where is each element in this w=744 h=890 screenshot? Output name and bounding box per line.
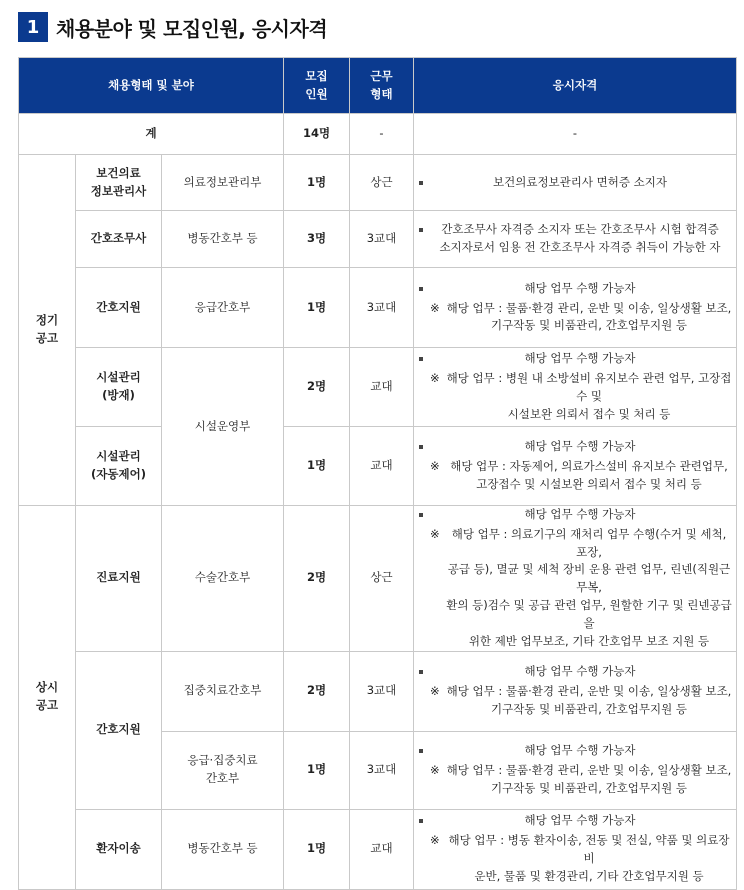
qualification: 간호조무사 자격증 소지자 또는 간호조무사 시험 합격증 소지자로서 임용 전 간호조무사 자격증 취득이 가능한 자	[414, 211, 737, 268]
position-name: 시설관리 (방재)	[76, 348, 162, 427]
shift: 3교대	[350, 268, 414, 348]
header-shift: 근무 형태	[350, 58, 414, 114]
table-header-row	[19, 58, 737, 114]
department: 응급·집중치료 간호부	[162, 731, 284, 809]
table-row	[19, 348, 737, 427]
position-name: 환자이송	[76, 809, 162, 889]
qualification: 보건의료정보관리사 면허증 소지자	[414, 155, 737, 211]
qualification: 해당 업무 수행 가능자 ※ 해당 업무 : 의료기구의 재처리 업무 수행(수거 및 세척, 포장, 공급 등), 멸균 및 세척 장비 운용 관련 업무, 린넨(직원근무복, 환의 등)검수 및 공급 관련 업무, 원할한 기구 및 린넨공급을 위한 제반 업무보조, 기타 간호업무 보조 지원 등	[414, 506, 737, 652]
section-title: 채용분야 및 모집인원, 응시자격	[56, 16, 328, 41]
count: 1명	[284, 155, 350, 211]
qualification: 해당 업무 수행 가능자 ※ 해당 업무 : 물품·환경 관리, 운반 및 이송, 일상생활 보조, 기구작동 및 비품관리, 간호업무지원 등	[414, 731, 737, 809]
total-shift: -	[350, 114, 414, 155]
shift: 3교대	[350, 211, 414, 268]
position-name: 간호조무사	[76, 211, 162, 268]
total-label: 계	[19, 114, 284, 155]
group-always: 상시 공고	[19, 506, 76, 890]
department: 응급간호부	[162, 268, 284, 348]
shift: 상근	[350, 155, 414, 211]
table-row	[19, 155, 737, 211]
position-name: 간호지원	[76, 268, 162, 348]
table-row	[19, 506, 737, 652]
department: 병동간호부 등	[162, 809, 284, 889]
count: 2명	[284, 506, 350, 652]
total-count: 14명	[284, 114, 350, 155]
qualification: 해당 업무 수행 가능자 ※ 해당 업무 : 병동 환자이송, 전동 및 전실, 약품 및 의료장비 운반, 물품 및 환경관리, 기타 간호업무지원 등	[414, 809, 737, 889]
shift: 3교대	[350, 651, 414, 731]
table-row	[19, 809, 737, 889]
department: 의료정보관리부	[162, 155, 284, 211]
department: 병동간호부 등	[162, 211, 284, 268]
shift: 3교대	[350, 731, 414, 809]
department: 시설운영부	[162, 348, 284, 506]
table-row	[19, 268, 737, 348]
count: 2명	[284, 651, 350, 731]
section-heading	[18, 12, 327, 42]
qualification: 해당 업무 수행 가능자 ※ 해당 업무 : 물품·환경 관리, 운반 및 이송, 일상생활 보조, 기구작동 및 비품관리, 간호업무지원 등	[414, 651, 737, 731]
table-row	[19, 427, 737, 506]
section-number: 1	[18, 12, 48, 42]
department: 수술간호부	[162, 506, 284, 652]
group-regular: 정기 공고	[19, 155, 76, 506]
header-qualification: 응시자격	[414, 58, 737, 114]
position-name: 진료지원	[76, 506, 162, 652]
header-type-field: 채용형태 및 분야	[19, 58, 284, 114]
shift: 교대	[350, 427, 414, 506]
table-row	[19, 211, 737, 268]
count: 1명	[284, 268, 350, 348]
total-row	[19, 114, 737, 155]
shift: 상근	[350, 506, 414, 652]
qualification: 해당 업무 수행 가능자 ※ 해당 업무 : 자동제어, 의료가스설비 유지보수 관련업무, 고장접수 및 시설보완 의뢰서 접수 및 처리 등	[414, 427, 737, 506]
table-row	[19, 651, 737, 731]
count: 1명	[284, 427, 350, 506]
position-name: 시설관리 (자동제어)	[76, 427, 162, 506]
recruitment-table	[18, 57, 737, 890]
department: 집중치료간호부	[162, 651, 284, 731]
count: 2명	[284, 348, 350, 427]
qualification: 해당 업무 수행 가능자 ※ 해당 업무 : 물품·환경 관리, 운반 및 이송, 일상생활 보조, 기구작동 및 비품관리, 간호업무지원 등	[414, 268, 737, 348]
header-count: 모집 인원	[284, 58, 350, 114]
position-name: 보건의료 정보관리사	[76, 155, 162, 211]
total-qual: -	[414, 114, 737, 155]
shift: 교대	[350, 809, 414, 889]
position-name: 간호지원	[76, 651, 162, 809]
shift: 교대	[350, 348, 414, 427]
qualification: 해당 업무 수행 가능자 ※ 해당 업무 : 병원 내 소방설비 유지보수 관련 업무, 고장접수 및 시설보완 의뢰서 접수 및 처리 등	[414, 348, 737, 427]
count: 1명	[284, 809, 350, 889]
count: 1명	[284, 731, 350, 809]
count: 3명	[284, 211, 350, 268]
